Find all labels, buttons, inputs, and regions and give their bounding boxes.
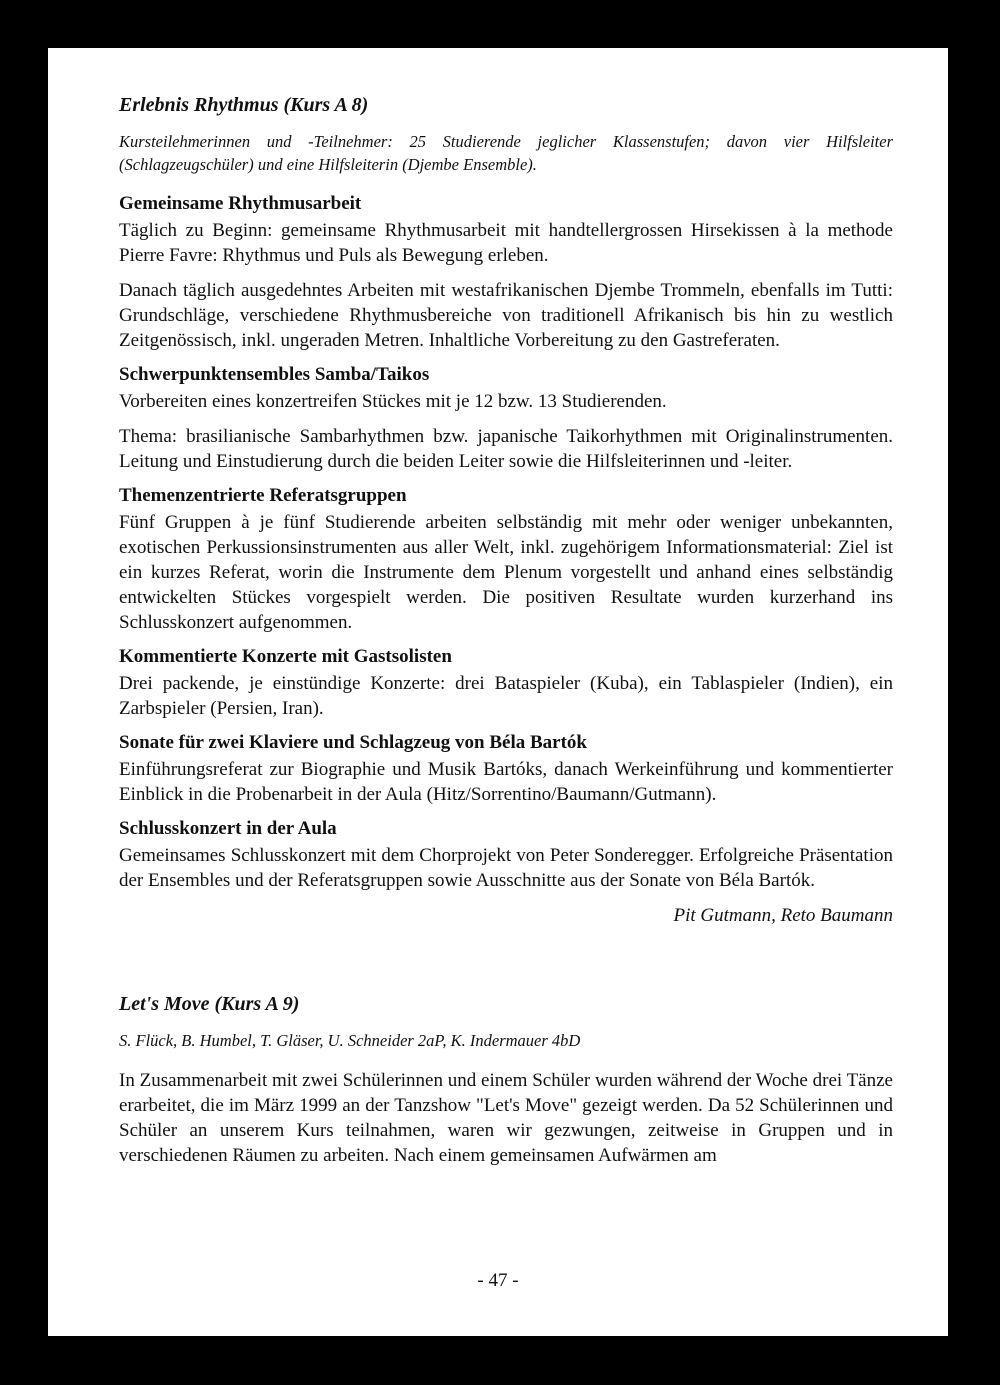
paragraph: Danach täglich ausgedehntes Arbeiten mit westafrikanischen Djembe Trommeln, ebenfalls im Tutti: Grundschläge, verschiedene Rhythmusbereiche von traditionell Afrikanisch bis hin zu westlich Zeitgenössisch, inkl. ungeraden Metren. Inhaltliche Vorbereitung zu den Gastreferaten. — [119, 280, 893, 351]
course-a8-participants: Kursteilehmerinnen und -Teilnehmer: 25 Studierende jeglicher Klassenstufen; davon vier Hilfsleiter (Schlagzeugschüler) und eine Hilfsleiterin (Djembe Ensemble). — [119, 132, 893, 174]
section-gastsolisten — [119, 645, 893, 721]
course-a8-signature: Pit Gutmann, Reto Baumann — [673, 905, 893, 926]
paragraph: In Zusammenarbeit mit zwei Schülerinnen und einem Schüler wurden während der Woche drei Tänze erarbeitet, die im März 1999 an der Tanzshow "Let's Move" gezeigt werden. Da 52 Schülerinnen und Schüler an unserem Kurs teilnahmen, waren wir gezwungen, zeitweise in Gruppen und in verschiedenen Räumen zu arbeiten. Nach einem gemeinsamen Aufwärmen am — [119, 1070, 893, 1166]
course-a8-title: Erlebnis Rhythmus (Kurs A 8) — [119, 94, 369, 116]
section-bartok-sonate — [119, 731, 893, 807]
section-heading: Schwerpunktensembles Samba/Taikos — [119, 364, 430, 385]
section-referatsgruppen — [119, 484, 893, 635]
paragraph: Gemeinsames Schlusskonzert mit dem Chorprojekt von Peter Sonderegger. Erfolgreiche Präsentation der Ensembles und der Referatsgruppen sowie Ausschnitte aus der Sonate von Béla Bartók. — [119, 845, 893, 891]
section-samba-taikos — [119, 363, 893, 474]
paragraph: Thema: brasilianische Sambarhythmen bzw. japanische Taikorhythmen mit Originalinstrumenten. Leitung und Einstudierung durch die beiden Leiter sowie die Hilfsleiterinnen und -leiter. — [119, 426, 893, 472]
section-heading: Kommentierte Konzerte mit Gastsolisten — [119, 646, 452, 667]
paragraph: Täglich zu Beginn: gemeinsame Rhythmusarbeit mit handtellergrossen Hirsekissen à la methode Pierre Favre: Rhythmus und Puls als Bewegung erleben. — [119, 220, 893, 266]
paragraph: Fünf Gruppen à je fünf Studierende arbeiten selbständig mit mehr oder weniger unbekannten, exotischen Perkussionsinstrumenten aus aller Welt, inkl. zugehörigem Informationsmaterial: Ziel ist ein kurzes Referat, worin die Instrumente dem Plenum vorgestellt und anhand eines selbständig entwickelten Stückes vorgespielt werden. Die positiven Resultate wurden kurzerhand ins Schlusskonzert aufgenommen. — [119, 512, 893, 633]
document-page — [48, 48, 948, 1336]
course-a9-title: Let's Move (Kurs A 9) — [119, 993, 300, 1015]
section-rhythmusarbeit — [119, 192, 893, 353]
paragraph: Drei packende, je einstündige Konzerte: drei Bataspieler (Kuba), ein Tablaspieler (Indien), ein Zarbspieler (Persien, Iran). — [119, 673, 893, 719]
course-a9-authors: S. Flück, B. Humbel, T. Gläser, U. Schneider 2aP, K. Indermauer 4bD — [119, 1031, 581, 1050]
page-content — [119, 92, 893, 1178]
paragraph: Vorbereiten eines konzertreifen Stückes mit je 12 bzw. 13 Studierenden. — [119, 391, 667, 412]
section-heading: Themenzentrierte Referatsgruppen — [119, 485, 407, 506]
section-heading: Schlusskonzert in der Aula — [119, 818, 337, 839]
section-heading: Gemeinsame Rhythmusarbeit — [119, 193, 362, 214]
section-schlusskonzert — [119, 817, 893, 893]
section-heading: Sonate für zwei Klaviere und Schlagzeug von Béla Bartók — [119, 732, 587, 753]
paragraph: Einführungsreferat zur Biographie und Musik Bartóks, danach Werkeinführung und kommentierter Einblick in die Probenarbeit in der Aula (Hitz/Sorrentino/Baumann/Gutmann). — [119, 759, 893, 805]
page-number: - 47 - — [477, 1270, 519, 1291]
section-spacer — [119, 928, 893, 991]
